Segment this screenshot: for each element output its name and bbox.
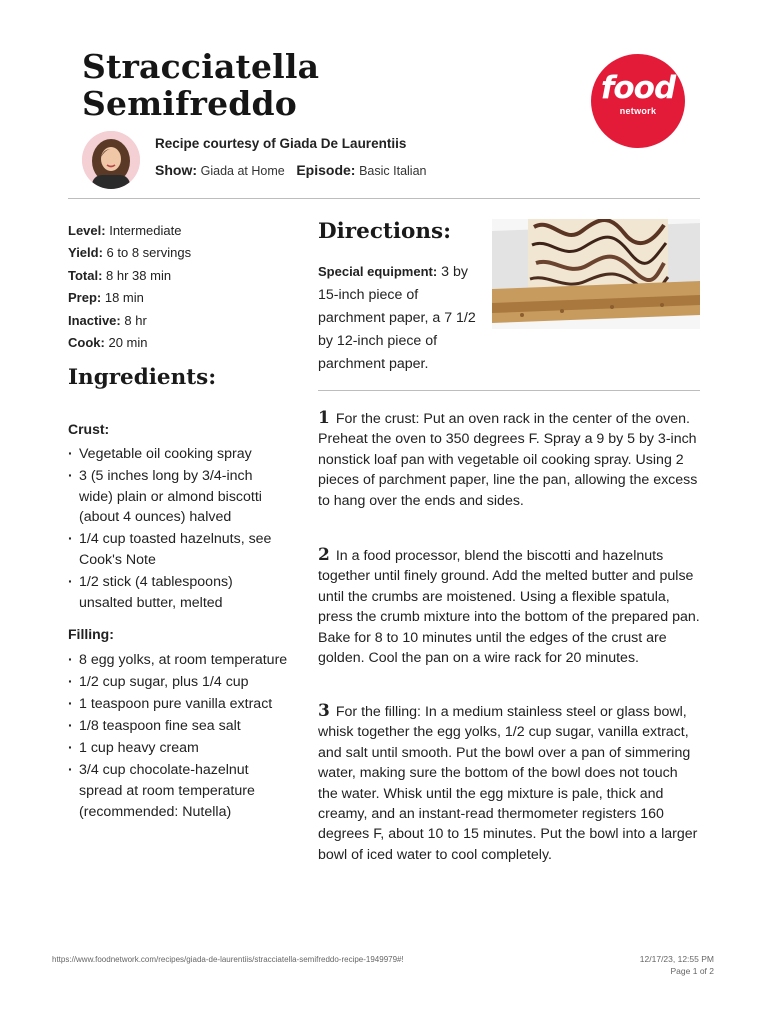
step-text: whisk together the egg yolks, 1/2 cup sugar, vanilla extract, and salt until smooth. Put the bowl over a pan of simmering water, making sure the bottom of the bowl does not touch the water. Whisk until the egg mixture is pale, thick and creamy, and an instant-read thermometer registers 160 degrees F, about 10 to 15 minutes. Put the bowl into a larger bowl of iced water to cool completely. <box>318 724 698 863</box>
filling-subheading: Filling: <box>68 626 114 642</box>
step-text: together until finely ground. Add the melted butter and pulse until the crumbs are moistened. Using a flexible spatula, press the crumb mixture into the bottom of the prepared pan. Bake for 8 to 10 minutes until the edges of the crust are golden. Cool the pan on a wire rack for 20 minutes. <box>318 568 700 667</box>
filling-ingredients-list <box>68 650 288 824</box>
ingredient-item: · Vegetable oil cooking spray <box>68 444 288 465</box>
ingredients-heading: Ingredients: <box>68 365 217 390</box>
meta-cook: Cook: 20 min <box>68 334 148 350</box>
step-number: 2 <box>318 545 330 565</box>
direction-step-2 <box>318 545 700 668</box>
footer-datetime: 12/17/23, 12:55 PM <box>639 954 714 964</box>
special-equipment <box>318 260 478 376</box>
recipe-meta <box>68 220 191 354</box>
ingredient-item: · 1/2 stick (4 tablespoons) unsalted butter, melted <box>68 572 288 613</box>
equipment-label: Special equipment: <box>318 264 438 279</box>
ingredient-item: · 3 (5 inches long by 3/4-inch wide) plain or almond biscotti (about 4 ounces) halved <box>68 466 288 528</box>
ingredient-item: · 1/2 cup sugar, plus 1/4 cup <box>68 672 288 693</box>
ingredient-item: · 1 cup heavy cream <box>68 738 288 759</box>
ingredient-item: · 1/4 cup toasted hazelnuts, see Cook's Note <box>68 529 288 570</box>
step-number: 1 <box>318 408 330 428</box>
episode-link[interactable]: Basic Italian <box>359 164 427 178</box>
episode-label: Episode: <box>296 162 356 178</box>
footer-url[interactable]: https://www.foodnetwork.com/recipes/giada-de-laurentiis/stracciatella-semifreddo-recipe-1949979#! <box>52 955 404 964</box>
recipe-title-line-1: Stracciatella <box>82 47 320 86</box>
directions-heading: Directions: <box>318 219 452 244</box>
step-text-lead: In a food processor, blend the biscotti and hazelnuts <box>335 548 664 564</box>
crust-subheading: Crust: <box>68 421 110 437</box>
footer-info <box>640 953 714 977</box>
ingredient-item: · 1 teaspoon pure vanilla extract <box>68 694 288 715</box>
show-link[interactable]: Giada at Home <box>200 164 285 178</box>
ingredient-item: · 3/4 cup chocolate-hazelnut spread at room temperature (recommended: Nutella) <box>68 760 288 822</box>
logo-word: food <box>600 70 676 106</box>
show-line <box>155 162 434 178</box>
meta-inactive: Inactive: 8 hr <box>68 312 147 328</box>
recipe-title <box>82 48 319 122</box>
recipe-courtesy: Recipe courtesy of Giada De Laurentiis <box>155 136 407 151</box>
crust-ingredients-list <box>68 444 288 615</box>
recipe-photo <box>492 219 700 329</box>
meta-prep: Prep: 18 min <box>68 290 144 306</box>
directions-divider <box>318 390 700 391</box>
show-label: Show: <box>155 162 197 178</box>
footer-page-number: Page 1 of 2 <box>670 966 714 976</box>
step-number: 3 <box>318 701 330 721</box>
chef-avatar <box>82 131 140 189</box>
chef-photo <box>82 131 140 189</box>
header-divider <box>68 198 700 199</box>
food-network-logo[interactable] <box>591 54 685 148</box>
ingredient-item: · 1/8 teaspoon fine sea salt <box>68 716 288 737</box>
direction-step-1 <box>318 408 700 511</box>
logo-sub: network <box>619 106 657 116</box>
meta-yield: Yield: 6 to 8 servings <box>68 245 192 261</box>
step-text-lead: For the filling: In a medium stainless steel or glass bowl, <box>335 704 687 720</box>
recipe-title-line-2: Semifreddo <box>82 84 298 123</box>
ingredient-item: · 8 egg yolks, at room temperature <box>68 650 288 671</box>
meta-total: Total: 8 hr 38 min <box>68 267 172 283</box>
meta-level: Level: Intermediate <box>68 223 182 238</box>
step-text-lead: For the crust: Put an oven rack in the center of the oven. <box>335 411 690 427</box>
equipment-text: 3 by 15-inch piece of parchment paper, a 7 1/2 by 12-inch piece of parchment paper. <box>318 264 476 372</box>
step-text: Preheat the oven to 350 degrees F. Spray a 9 by 5 by 3-inch nonstick loaf pan with vegetable oil cooking spray. Using 2 pieces of parchment paper, line the pan, allowing the excess to hang over the ends and sides. <box>318 431 698 509</box>
direction-step-3 <box>318 701 700 865</box>
